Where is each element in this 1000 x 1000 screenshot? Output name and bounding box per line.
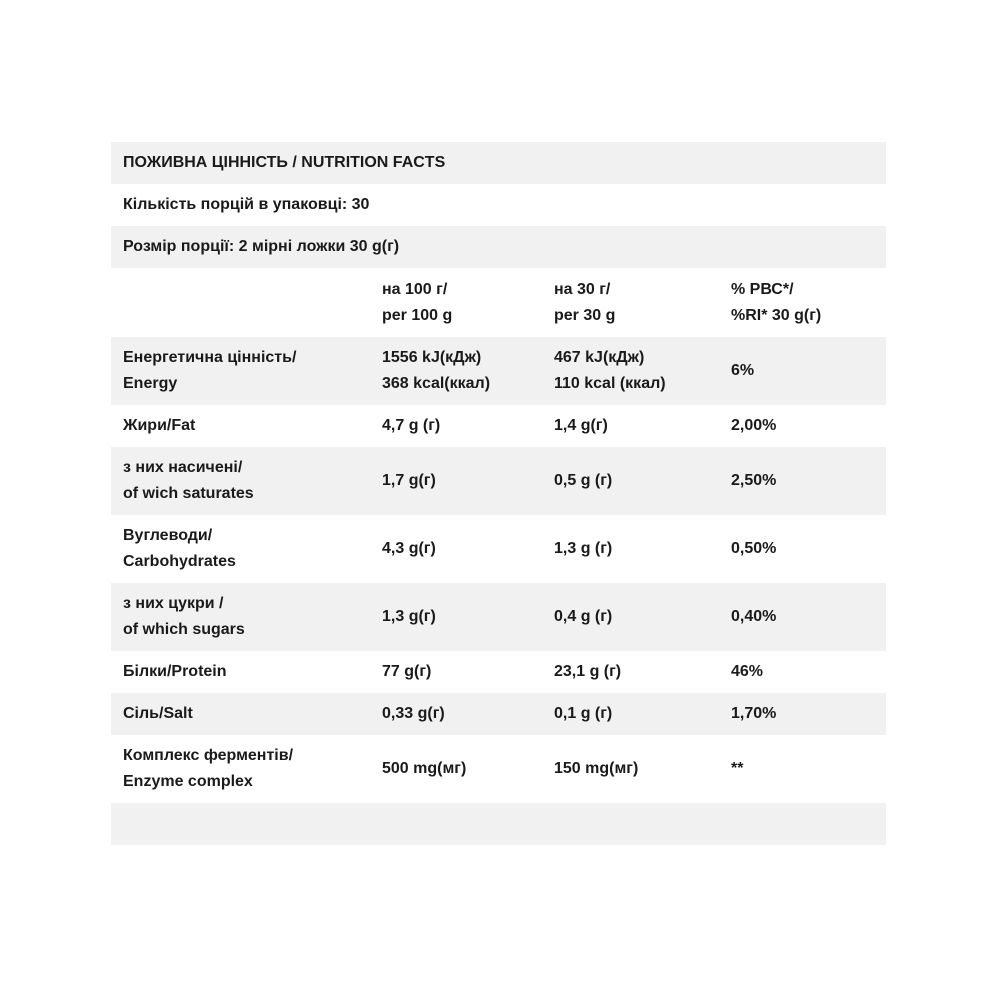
- value-ri: 2,50%: [731, 472, 777, 489]
- value-ri: 0,40%: [731, 608, 777, 625]
- servings-text: Кількість порцій в упаковці: 30: [123, 196, 370, 213]
- table-footer-blank: [111, 803, 886, 845]
- value-per100: 4,7 g (г): [382, 417, 441, 434]
- value-ri: 2,00%: [731, 417, 777, 434]
- value-per30: 0,5 g (г): [554, 472, 613, 489]
- servings-row: [111, 184, 886, 226]
- nutrient-name: Жири/Fat: [123, 417, 196, 434]
- nutrient-rows: [111, 337, 886, 803]
- serving-size-text: Розмір порції: 2 мірні ложки 30 g(г): [123, 238, 400, 255]
- value-per30: 150 mg(мг): [554, 760, 639, 777]
- value-ri: **: [731, 760, 744, 777]
- column-header-row: [111, 268, 886, 337]
- value-per100: 1,3 g(г): [382, 608, 436, 625]
- nutrient-name: Вуглеводи/ Carbohydrates: [123, 527, 236, 570]
- value-per100: 77 g(г): [382, 663, 432, 680]
- value-per100: 1,7 g(г): [382, 472, 436, 489]
- table-row: [111, 515, 886, 583]
- table-row: [111, 693, 886, 735]
- title-text: ПОЖИВНА ЦІННІСТЬ / NUTRITION FACTS: [123, 154, 446, 171]
- nutrition-table: [111, 142, 886, 845]
- table-row: [111, 447, 886, 515]
- nutrient-name: Сіль/Salt: [123, 705, 193, 722]
- value-per100: 1556 kJ(кДж) 368 kcal(ккал): [382, 349, 491, 392]
- table-row: [111, 405, 886, 447]
- value-per30: 0,1 g (г): [554, 705, 613, 722]
- nutrient-name: Комплекс ферментів/ Enzyme complex: [123, 747, 294, 790]
- value-per30: 1,4 g(г): [554, 417, 608, 434]
- header-per30: на 30 г/ per 30 g: [554, 280, 616, 324]
- nutrient-name: Енергетична цінність/ Energy: [123, 349, 297, 392]
- nutrient-name: Білки/Protein: [123, 663, 227, 680]
- value-per30: 1,3 g (г): [554, 540, 613, 557]
- value-per30: 23,1 g (г): [554, 663, 622, 680]
- value-ri: 1,70%: [731, 705, 777, 722]
- header-per100: на 100 г/ per 100 g: [382, 280, 453, 324]
- table-row: [111, 337, 886, 405]
- nutrient-name: з них насичені/ of wich saturates: [123, 459, 254, 502]
- header-ri: % РВС*/ %RI* 30 g(г): [731, 280, 822, 324]
- value-per30: 467 kJ(кДж) 110 kcal (ккал): [554, 349, 666, 392]
- value-ri: 0,50%: [731, 540, 777, 557]
- serving-size-row: [111, 226, 886, 268]
- value-ri: 46%: [731, 663, 764, 680]
- nutrient-name: з них цукри / of which sugars: [123, 595, 245, 638]
- value-ri: 6%: [731, 362, 755, 379]
- value-per100: 0,33 g(г): [382, 705, 445, 722]
- table-title: [111, 142, 886, 184]
- table-row: [111, 735, 886, 803]
- table-row: [111, 583, 886, 651]
- table-row: [111, 651, 886, 693]
- value-per100: 500 mg(мг): [382, 760, 467, 777]
- value-per100: 4,3 g(г): [382, 540, 436, 557]
- value-per30: 0,4 g (г): [554, 608, 613, 625]
